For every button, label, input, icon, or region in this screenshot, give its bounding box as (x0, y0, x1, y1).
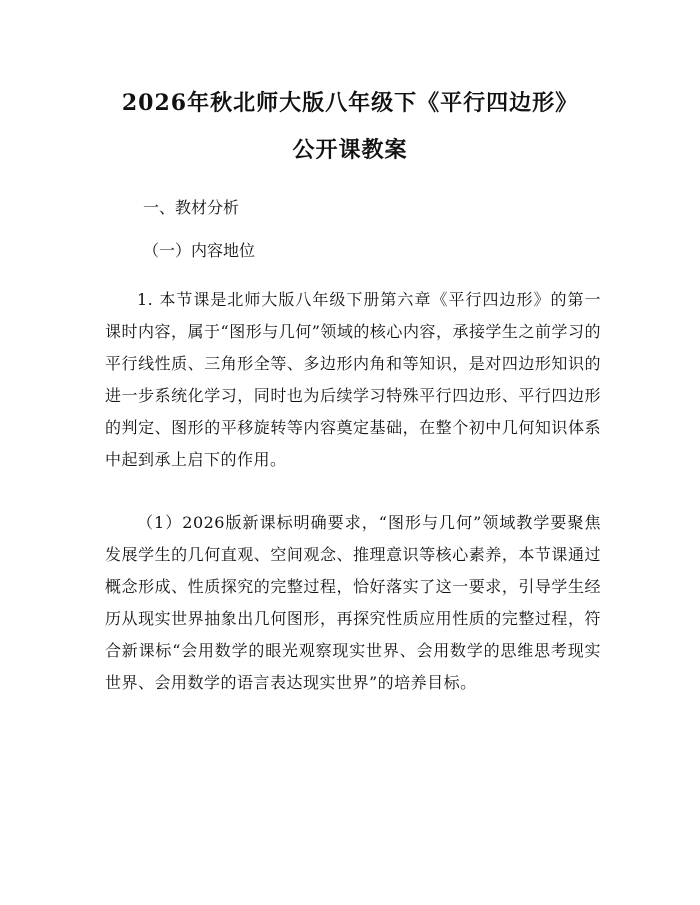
paragraph-lesson-position: 1. 本节课是北师大版八年级下册第六章《平行四边形》的第一课时内容，属于“图形与几何”领域的核心内容，承接学生之前学习的平行线性质、三角形全等、多边形内角和等知识，是对四边形知识的进一步系统化学习，同时也为后续学习特殊平行四边形、平行四边形的判定、图形的平移旋转等内容奠定基础，在整个初中几何知识体系中起到承上启下的作用。 (105, 290, 601, 469)
document-title-line-2: 公开课教案 (292, 137, 408, 163)
subsection-heading-content-position: （一）内容地位 (143, 241, 256, 260)
paragraph-curriculum-standard: （1）2026版新课标明确要求，“图形与几何”领域教学要聚焦发展学生的几何直观、空间观念、推理意识等核心素养，本节课通过概念形成、性质探究的完整过程，恰好落实了这一要求，引导学生经历从现实世界抽象出几何图形，再探究性质应用性质的完整过程，符合新课标“会用数学的眼光观察现实世界、会用数学的思维思考现实世界、会用数学的语言表达现实世界”的培养目标。 (105, 513, 601, 692)
section-heading-textbook-analysis: 一、教材分析 (143, 198, 240, 217)
document-title-line-1: 2026年秋北师大版八年级下《平行四边形》 (121, 90, 579, 116)
